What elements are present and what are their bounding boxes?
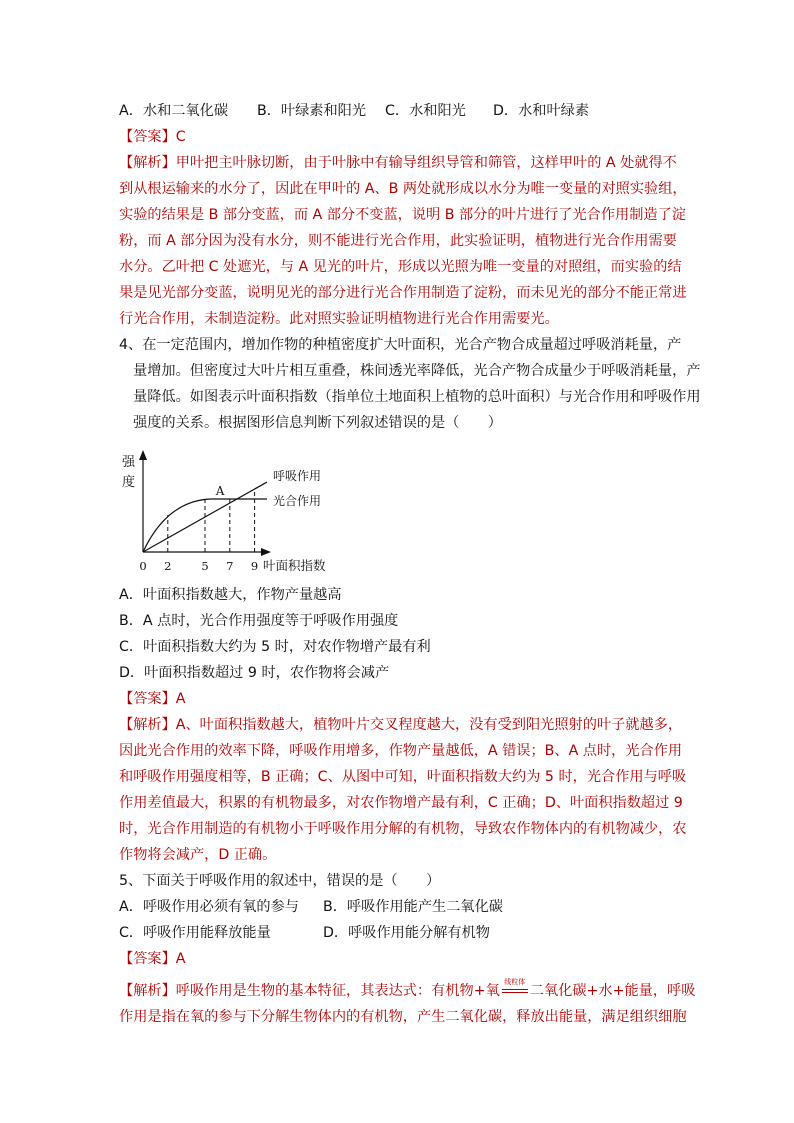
stem-line: 强度的关系。根据图形信息判断下列叙述错误的是（ ）: [133, 415, 502, 431]
analysis-line: 因此光合作用的效率下降，呼吸作用增多，作物产量越低，A 错误；B、A 点时，光合作用: [119, 743, 683, 759]
analysis-tag: 【解析】: [119, 983, 176, 999]
analysis-line: A、叶面积指数越大，植物叶片交叉程度越大，没有受到阳光照射的叶子就越多，: [175, 717, 683, 733]
analysis-line: 作用差值最大，积累的有机物最多，对农作物增产最有利，C 正确；D、叶面积指数超过 9: [119, 795, 683, 811]
q4-option-d: D．叶面积指数超过 9 时，农作物将会减产: [119, 665, 390, 681]
q3-option-a: A．水和二氧化碳: [119, 103, 229, 119]
x-tick-label: 2: [164, 559, 172, 573]
q3-option-d: D．水和叶绿素: [493, 103, 590, 119]
chart-svg: [119, 440, 379, 580]
q4-option-c: C．叶面积指数大约为 5 时，对农作物增产最有利: [119, 639, 431, 655]
q3-option-c: C．水和阳光: [385, 103, 466, 119]
stem-line: 4、在一定范围内，增加作物的种植密度扩大叶面积，光合产物合成量超过呼吸消耗量，产: [119, 337, 682, 353]
q3-analysis: [119, 150, 687, 332]
q3-options: [119, 98, 684, 124]
q5-option-b: B．呼吸作用能产生二氧化碳: [323, 899, 503, 915]
q5-option-a: A．呼吸作用必须有氧的参与: [119, 899, 299, 915]
document-page: [119, 98, 701, 1030]
q4-option-b: B．A 点时，光合作用强度等于呼吸作用强度: [119, 613, 399, 629]
reaction-condition: 线粒体: [504, 978, 526, 986]
stem-line: 量降低。如图表示叶面积指数（指单位土地面积上植物的总叶面积）与光合作用和呼吸作用: [133, 389, 701, 405]
analysis-line: 二氧化碳+水+能量，呼吸: [529, 983, 696, 999]
analysis-line: 呼吸作用是生物的基本特征，其表达式：有机物+氧: [175, 983, 500, 999]
q4-option-a: A．叶面积指数越大，作物产量越高: [119, 587, 342, 603]
y-axis-label: 强: [122, 455, 136, 470]
answer-value: C: [175, 129, 186, 145]
q4-analysis: [119, 712, 687, 868]
q5-answer: [119, 946, 684, 972]
analysis-line: 作物将会减产，D 正确。: [119, 847, 277, 863]
legend-photosynthesis-label: 光合作用: [273, 494, 322, 508]
answer-value: A: [175, 951, 186, 967]
q4-answer: [119, 686, 684, 712]
q5-options-row1: [119, 894, 684, 920]
analysis-tag: 【解析】: [119, 155, 176, 171]
y-axis-arrow: [139, 450, 147, 460]
stem-line: 量增加。但密度过大叶片相互重叠，株间透光率降低，光合产物合成量少于呼吸消耗量，产: [133, 363, 701, 379]
analysis-line: 实验的结果是 B 部分变蓝，而 A 部分不变蓝，说明 B 部分的叶片进行了光合作用制造了淀: [119, 207, 686, 223]
x-axis-label: 叶面积指数: [263, 558, 326, 573]
q5-analysis: [119, 978, 696, 1030]
analysis-line: 粉，而 A 部分因为没有水分，则不能进行光合作用，此实验证明，植物进行光合作用需要: [119, 233, 677, 249]
q5-option-c: C．呼吸作用能释放能量: [119, 925, 271, 941]
analysis-line: 作用是指在氧的参与下分解生物体内的有机物，产生二氧化碳，释放出能量，满足组织细胞: [119, 1009, 687, 1025]
x-tick-label: 0: [139, 559, 147, 573]
answer-tag: 【答案】: [119, 129, 176, 145]
q4-stem: [119, 332, 701, 436]
q3-option-b: B．叶绿素和阳光: [257, 103, 367, 119]
analysis-line: 和呼吸作用强度相等，B 正确；C、从图中可知，叶面积指数大约为 5 时，光合作用与呼吸: [119, 769, 687, 785]
q5-stem: 5、下面关于呼吸作用的叙述中，错误的是（ ）: [119, 873, 441, 889]
intensity-chart: [119, 440, 684, 580]
analysis-line: 果是见光部分变蓝，说明见光的部分进行光合作用制造了淀粉，而未见光的部分不能正常进: [119, 285, 687, 301]
x-tick-label: 9: [250, 559, 259, 573]
q3-answer: [119, 124, 684, 150]
q5-options-row2: [119, 920, 684, 946]
analysis-line: 水分。乙叶把 C 处遮光，与 A 见光的叶片，形成以光照为唯一变量的对照组，而实验的结: [119, 259, 682, 275]
y-axis-label: 度: [122, 475, 136, 490]
legend-respiration-label: 呼吸作用: [273, 469, 322, 484]
analysis-tag: 【解析】: [119, 717, 176, 733]
x-axis-arrow: [261, 548, 271, 556]
x-tick-label: 7: [226, 559, 234, 573]
reaction-arrow: [500, 980, 530, 998]
answer-tag: 【答案】: [119, 951, 176, 967]
x-tick-label: 5: [201, 559, 209, 573]
analysis-line: 行光合作用，未制造淀粉。此对照实验证明植物进行光合作用需要光。: [119, 311, 559, 327]
analysis-line: 时，光合作用制造的有机物小于呼吸作用分解的有机物，导致农作物体内的有机物减少，农: [119, 821, 687, 837]
answer-tag: 【答案】: [119, 691, 176, 707]
q5-option-d: D．呼吸作用能分解有机物: [323, 925, 490, 941]
answer-value: A: [175, 691, 186, 707]
point-a-label: A: [215, 484, 225, 498]
analysis-line: 到从根运输来的水分了，因此在甲叶的 A、B 两处就形成以水分为唯一变量的对照实验组，: [119, 181, 687, 197]
analysis-line: 甲叶把主叶脉切断，由于叶脉中有输导组织导管和筛管，这样甲叶的 A 处就得不: [175, 155, 677, 171]
